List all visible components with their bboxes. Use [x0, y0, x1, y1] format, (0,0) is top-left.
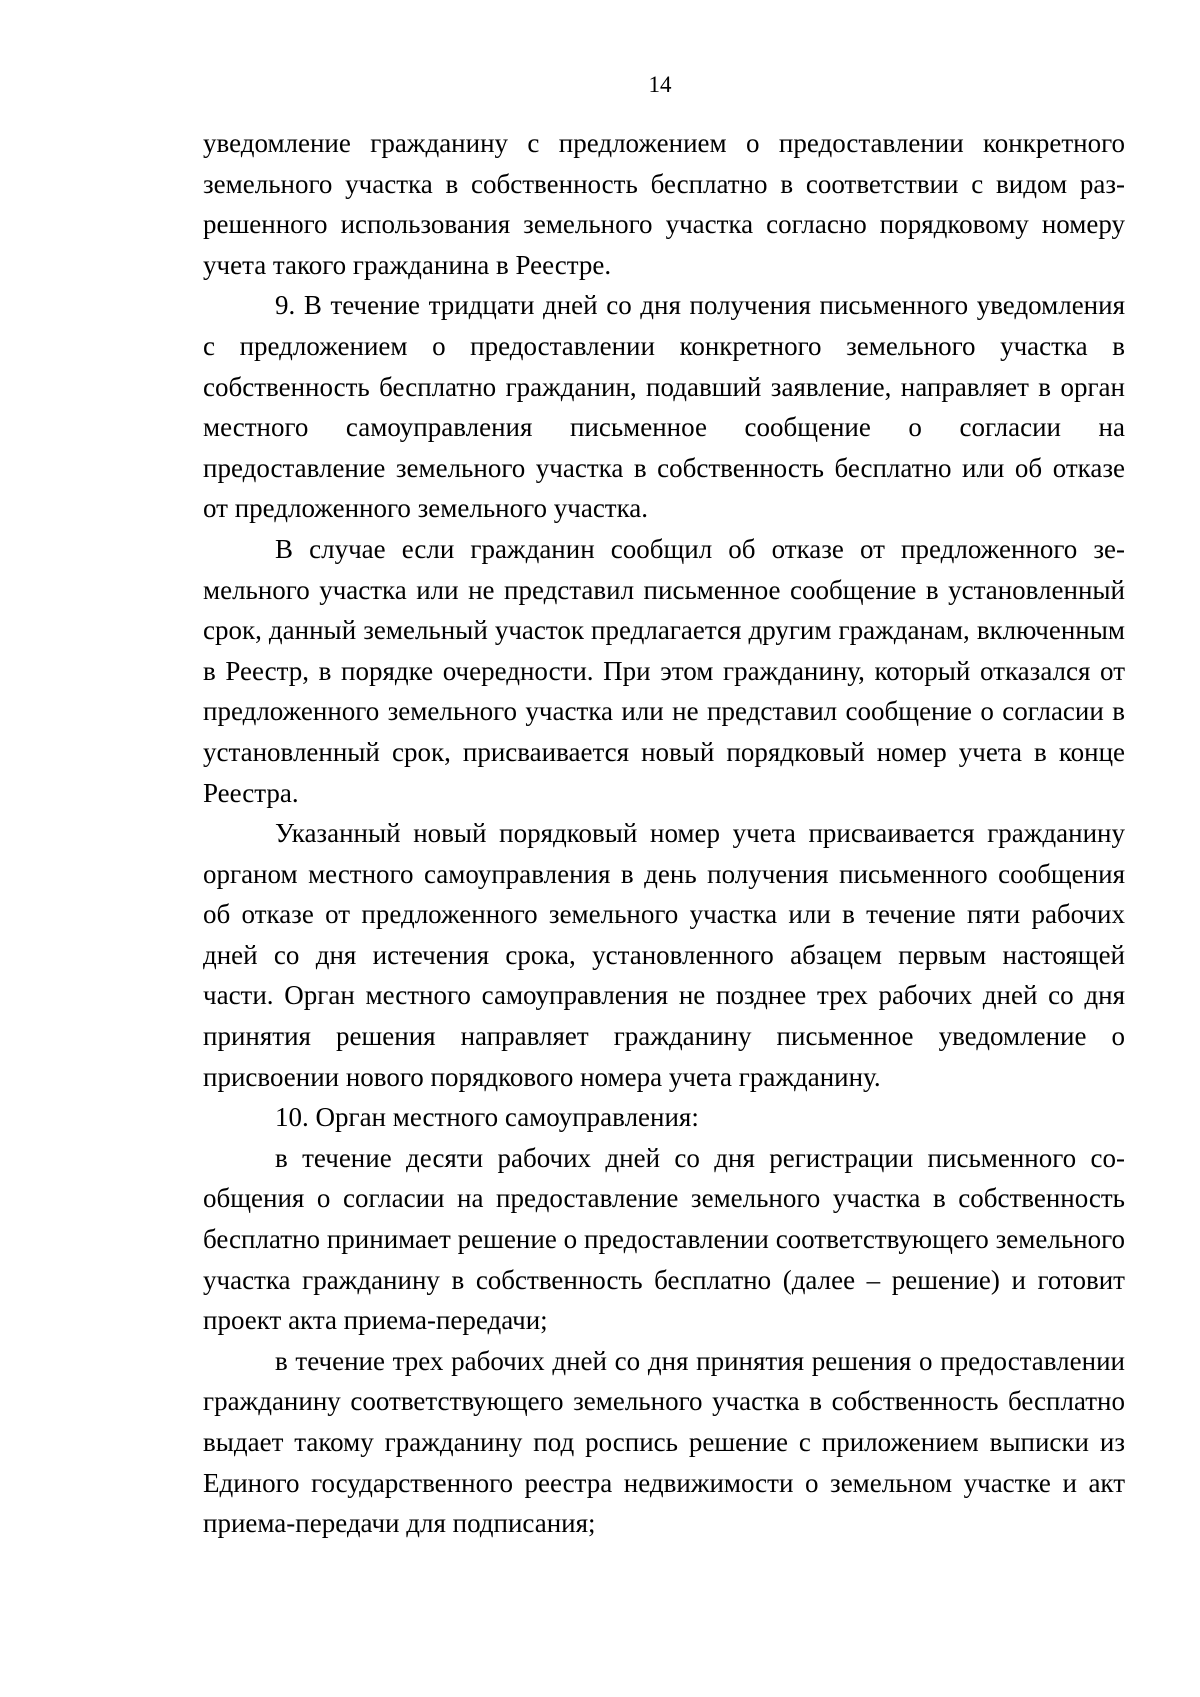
- paragraph: Указанный новый порядковый номер учета присваивается гражданину органом местного самоуправления в день получения письменного сообщения об отказе от предложенного земельного участка или в течение пяти рабочих дней со дня истечения срока, установленного абзацем первым настоящей части. Орган местного самоуправления не позднее трех рабочих дней со дня принятия решения направляет гражданину письменное уведомление о присвоении нового порядкового номера учета гражданину.: [203, 818, 1125, 1092]
- paragraph: в течение трех рабочих дней со дня принятия решения о предоставлении гражданину соответствующего земельного участка в собственность бесплатно выдает такому гражданину под роспись решение с приложением выписки из Единого государственного реестра недвижимости о земельном участке и акт приема-передачи для подписания;: [203, 1345, 1125, 1539]
- paragraph: в течение десяти рабочих дней со дня регистрации письменного сообщения о согласии на предоставление земельного участка в собственность бесплатно принимает решение о предоставлении соответствующего земельного участка гражданину в собственность бесплатно (далее – решение) и готовит проект акта приема-передачи;: [203, 1142, 1125, 1336]
- page-number: 14: [648, 72, 672, 97]
- document-body: [203, 123, 1125, 1544]
- paragraph: 10. Орган местного самоуправления:: [275, 1102, 699, 1133]
- paragraph: В случае если гражданин сообщил об отказе от предложенного земельного участка или не представил письменное сообщение в установленный срок, данный земельный участок предлагается другим гражданам, включенным в Реестр, в порядке очередности. При этом гражданину, который отказался от предложенного земельного участка или не представил сообщение о согласии в установленный срок, присваивается новый порядковый номер учета в конце Реестра.: [203, 533, 1125, 808]
- paragraph: 9. В течение тридцати дней со дня получения письменного уведомления с предложением о предоставлении конкретного земельного участка в собственность бесплатно гражданин, подавший заявление, направляет в орган местного самоуправления письменное сообщение о согласии на предоставление земельного участка в собственность бесплатно или об отказе от предложенного земельного участка.: [203, 290, 1125, 524]
- paragraph: уведомление гражданину с предложением о предоставлении конкретного земельного участка в собственность бесплатно в соответствии с видом разрешенного использования земельного участка согласно порядковому номеру учета такого гражданина в Реестре.: [203, 128, 1125, 280]
